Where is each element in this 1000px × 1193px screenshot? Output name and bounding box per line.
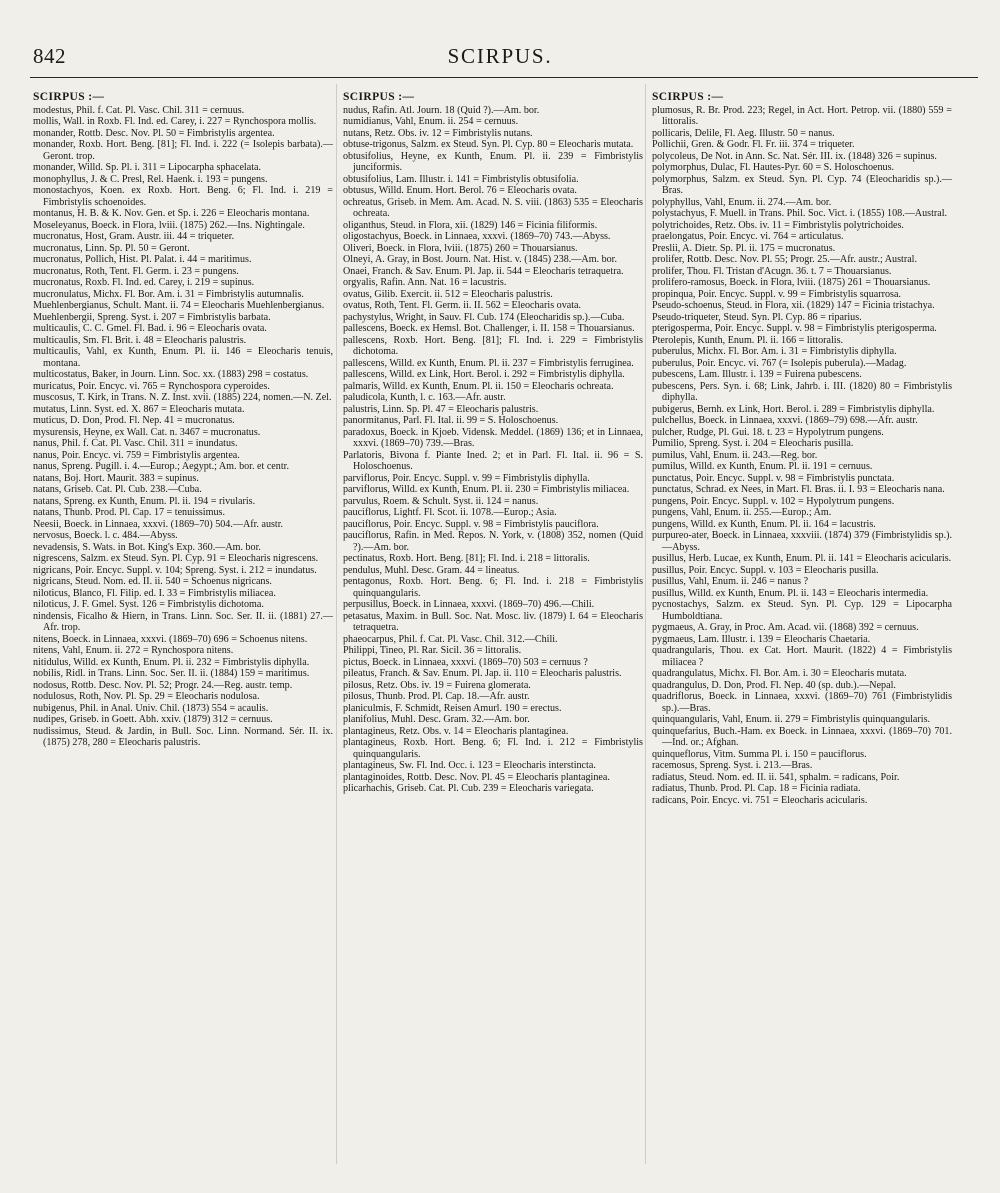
index-entry: natans, Thunb. Prod. Pl. Cap. 17 = tenuissimus. <box>33 507 225 518</box>
index-entry: mucronatus, Roxb. Fl. Ind. ed. Carey, i. 219 = supinus. <box>33 277 255 288</box>
index-entry: plantagineus, Sw. Fl. Ind. Occ. i. 123 = Eleocharis interstincta. <box>343 760 596 771</box>
index-entry: quadrangulus, D. Don, Prod. Fl. Nep. 40 (sp. dub.).—Nepal. <box>652 679 896 691</box>
index-entry: pusillus, Poir. Encyc. Suppl. v. 103 = Eleocharis pusilla. <box>652 564 879 576</box>
index-entry: pungens, Poir. Encyc. Suppl. v. 102 = Hypolytrum pungens. <box>652 495 895 507</box>
index-entry: prolifer, Thou. Fl. Tristan d'Acugn. 36. t. 7 = Thouarsianus. <box>652 265 892 277</box>
column-3 <box>652 92 952 806</box>
index-entry: mucronatus, Linn. Sp. Pl. 50 = Geront. <box>33 242 190 254</box>
index-entry: pulcher, Rudge, Pl. Gui. 18. t. 23 = Hypolytrum pungens. <box>652 426 884 438</box>
index-entry: ochreatus, Griseb. in Mem. Am. Acad. N. S. viii. (1863) 535 = Eleocharis ochreata. <box>343 196 643 219</box>
index-entry: mollis, Wall. in Roxb. Fl. Ind. ed. Carey, i. 227 = Rynchospora mollis. <box>33 116 317 127</box>
index-entry: oliganthus, Steud. in Flora, xii. (1829) 146 = Ficinia filiformis. <box>343 219 598 231</box>
index-entry: nodosus, Rottb. Desc. Nov. Pl. 52; Progr. 24.—Reg. austr. temp. <box>33 679 293 691</box>
index-entry: phaeocarpus, Phil. f. Cat. Pl. Vasc. Chil. 312.—Chili. <box>343 633 558 645</box>
index-entry: paradoxus, Boeck. in Kjoeb. Vidensk. Meddel. (1869) 136; et in Linnaea, xxxvi. (1869–70) 739.—Bras. <box>343 426 643 449</box>
header-rule <box>30 77 978 78</box>
index-entry: pubescens, Lam. Illustr. i. 139 = Fuirena pubescens. <box>652 369 862 380</box>
index-entry: multicaulis, C. C. Gmel. Fl. Bad. i. 96 = Eleocharis ovata. <box>33 323 267 334</box>
index-entry: nanus, Poir. Encyc. vi. 759 = Fimbristylis argentea. <box>33 449 240 461</box>
index-entry: mutatus, Linn. Syst. ed. X. 867 = Eleocharis mutata. <box>33 403 245 415</box>
index-entry: pusillus, Willd. ex Kunth, Enum. Pl. ii. 143 = Eleocharis intermedia. <box>652 587 929 599</box>
index-entry: planiculmis, F. Schmidt, Reisen Amurl. 190 = erectus. <box>343 702 562 714</box>
index-entry: pycnostachys, Salzm. ex Steud. Syn. Pl. Cyp. 129 = Lipocarpha Humboldtiana. <box>652 599 952 622</box>
index-entry: palustris, Linn. Sp. Pl. 47 = Eleocharis palustris. <box>343 403 539 415</box>
running-title: SCIRPUS. <box>447 44 553 68</box>
index-entry: parviflorus, Poir. Encyc. Suppl. v. 99 = Fimbristylis diphylla. <box>343 472 590 484</box>
index-entry: prolifer, Rottb. Desc. Nov. Pl. 55; Progr. 25.—Afr. austr.; Austral. <box>652 254 918 265</box>
index-entry: monander, Willd. Sp. Pl. i. 311 = Lipocarpha sphacelata. <box>33 162 262 173</box>
index-entry: montanus, H. B. & K. Nov. Gen. et Sp. i. 226 = Eleocharis montana. <box>33 208 310 219</box>
index-entry: plumosus, R. Br. Prod. 223; Regel, in Act. Hort. Petrop. vii. (1880) 559 = littoralis. <box>652 104 952 127</box>
index-entry: radiatus, Thunb. Prod. Pl. Cap. 18 = Ficinia radiata. <box>652 783 861 794</box>
index-entry: quinqueflorus, Vitm. Summa Pl. i. 150 = pauciflorus. <box>652 748 867 760</box>
page-number: 842 <box>33 44 66 68</box>
index-entry: pubigerus, Bernh. ex Link, Hort. Berol. i. 289 = Fimbristylis diphylla. <box>652 403 935 415</box>
index-entry: obtusifolius, Heyne, ex Kunth, Enum. Pl. ii. 239 = Fimbristylis junciformis. <box>343 150 643 173</box>
index-entry: quinquangularis, Vahl, Enum. ii. 279 = Fimbristylis quinquangularis. <box>652 714 931 725</box>
index-entry: multicostatus, Baker, in Journ. Linn. Soc. xx. (1883) 298 = costatus. <box>33 369 309 380</box>
column-1 <box>33 92 333 749</box>
index-entry: petasatus, Maxim. in Bull. Soc. Nat. Mosc. liv. (1879) I. 64 = Eleocharis tetraquetra. <box>343 610 643 633</box>
index-entry: pendulus, Muhl. Desc. Gram. 44 = lineatus. <box>343 564 520 576</box>
index-entry: polyphyllus, Vahl, Enum. ii. 274.—Am. bor. <box>652 196 832 208</box>
column-heading: SCIRPUS :— <box>652 91 724 103</box>
index-entry: nindensis, Ficalho & Hiern, in Trans. Linn. Soc. Ser. II. ii. (1881) 27.—Afr. trop. <box>33 610 333 633</box>
index-entry: polymorphus, Salzm. ex Steud. Syn. Pl. Cyp. 74 (Eleocharidis sp.).—Bras. <box>652 173 952 196</box>
index-entry: nudipes, Griseb. in Goett. Abh. xxiv. (1879) 312 = cernuus. <box>33 714 273 725</box>
index-entry: Olneyi, A. Gray, in Bost. Journ. Nat. Hist. v. (1845) 238.—Am. bor. <box>343 254 618 265</box>
index-entry: pentagonus, Roxb. Hort. Beng. 6; Fl. Ind. i. 218 = Fimbristylis quinquangularis. <box>343 576 643 599</box>
index-entry: niloticus, Blanco, Fl. Filip. ed. I. 33 = Fimbristylis miliacea. <box>33 587 276 599</box>
index-entry: pubescens, Pers. Syn. i. 68; Link, Jahrb. i. III. (1820) 80 = Fimbristylis diphylla. <box>652 380 952 403</box>
index-entry: pygmaeus, Lam. Illustr. i. 139 = Eleocharis Chaetaria. <box>652 633 871 645</box>
index-entry: Muehlenbergii, Spreng. Syst. i. 207 = Fimbristylis barbata. <box>33 311 271 323</box>
index-entry: nodulosus, Roth, Nov. Pl. Sp. 29 = Eleocharis nodulosa. <box>33 691 260 702</box>
column-divider <box>336 84 337 1164</box>
entry-list <box>343 105 643 795</box>
column-divider <box>645 84 646 1164</box>
index-entry: Moseleyanus, Boeck. in Flora, lviii. (1875) 262.—Ins. Nightingale. <box>33 219 305 231</box>
index-entry: monander, Rottb. Desc. Nov. Pl. 50 = Fimbristylis argentea. <box>33 127 275 139</box>
index-entry: plantagineus, Retz. Obs. v. 14 = Eleocharis plantaginea. <box>343 725 569 737</box>
index-entry: monander, Roxb. Hort. Beng. [81]; Fl. Ind. i. 222 (= Isolepis barbata).—Geront. trop. <box>33 139 333 162</box>
index-entry: polystachyus, F. Muell. in Trans. Phil. Soc. Vict. i. (1855) 108.—Austral. <box>652 208 948 219</box>
index-entry: nitens, Boeck. in Linnaea, xxxvi. (1869–70) 696 = Schoenus nitens. <box>33 633 308 645</box>
index-entry: quadrangularis, Thou. ex Cat. Hort. Maurit. (1822) 4 = Fimbristylis miliacea ? <box>652 645 952 668</box>
index-entry: muticus, D. Don, Prod. Fl. Nep. 41 = mucronatus. <box>33 415 235 426</box>
index-entry: obtuse-trigonus, Salzm. ex Steud. Syn. Pl. Cyp. 80 = Eleocharis mutata. <box>343 139 634 150</box>
index-entry: Onaei, Franch. & Sav. Enum. Pl. Jap. ii. 544 = Eleocharis tetraquetra. <box>343 265 624 277</box>
column-heading: SCIRPUS :— <box>343 91 415 103</box>
index-entry: mucronulatus, Michx. Fl. Bor. Am. i. 31 = Fimbristylis autumnalis. <box>33 288 304 300</box>
index-entry: pusillus, Herb. Lucae, ex Kunth, Enum. Pl. ii. 141 = Eleocharis acicularis. <box>652 553 952 564</box>
index-entry: nevadensis, S. Wats. in Bot. King's Exp. 360.—Am. bor. <box>33 541 261 553</box>
index-entry: pusillus, Vahl, Enum. ii. 246 = nanus ? <box>652 576 809 587</box>
index-entry: racemosus, Spreng. Syst. i. 213.—Bras. <box>652 760 813 771</box>
index-entry: Pollichii, Gren. & Godr. Fl. Fr. iii. 374 = triqueter. <box>652 139 855 150</box>
index-entry: Parlatoris, Bivona f. Piante Ined. 2; et in Parl. Fl. Ital. ii. 96 = S. Holoschoenus. <box>343 449 643 472</box>
index-entry: panormitanus, Parl. Fl. Ital. ii. 99 = S. Holoschoenus. <box>343 415 559 426</box>
index-entry: polytrichoides, Retz. Obs. iv. 11 = Fimbristylis polytrichoides. <box>652 219 904 231</box>
index-entry: plantaginoides, Rottb. Desc. Nov. Pl. 45 = Eleocharis plantaginea. <box>343 771 610 783</box>
index-entry: pilosus, Thunb. Prod. Pl. Cap. 18.—Afr. austr. <box>343 691 530 702</box>
index-entry: Pseudo-schoenus, Steud. in Flora, xii. (1829) 147 = Ficinia tristachya. <box>652 300 935 311</box>
index-entry: nobilis, Ridl. in Trans. Linn. Soc. Ser. II. ii. (1884) 159 = maritimus. <box>33 668 310 679</box>
page-header <box>0 40 1000 80</box>
index-entry: mucronatus, Pollich, Hist. Pl. Palat. i. 44 = maritimus. <box>33 254 252 265</box>
index-entry: nigrescens, Salzm. ex Steud. Syn. Pl. Cyp. 91 = Eleocharis nigrescens. <box>33 553 319 564</box>
index-entry: pumilus, Vahl, Enum. ii. 243.—Reg. bor. <box>652 449 818 461</box>
index-entry: orgyalis, Rafin. Ann. Nat. 16 = lacustris. <box>343 277 507 288</box>
index-entry: natans, Griseb. Cat. Pl. Cub. 238.—Cuba. <box>33 484 202 495</box>
index-entry: muricatus, Poir. Encyc. vi. 765 = Rynchospora cyperoides. <box>33 380 270 392</box>
index-entry: niloticus, J. F. Gmel. Syst. 126 = Fimbristylis dichotoma. <box>33 599 264 610</box>
index-entry: pilosus, Retz. Obs. iv. 19 = Fuirena glomerata. <box>343 679 531 691</box>
index-entry: pungens, Willd. ex Kunth, Enum. Pl. ii. 164 = lacustris. <box>652 518 876 530</box>
index-entry: pallescens, Roxb. Hort. Beng. [81]; Fl. Ind. i. 229 = Fimbristylis dichotoma. <box>343 334 643 357</box>
index-entry: obtusus, Willd. Enum. Hort. Berol. 76 = Eleocharis ovata. <box>343 185 577 196</box>
index-entry: nudissimus, Steud. & Jardin, in Bull. Soc. Linn. Normand. Sér. II. ix. (1875) 278, 280 = Eleocharis palustris. <box>33 725 333 748</box>
index-entry: quadriflorus, Boeck. in Linnaea, xxxvi. (1869–70) 761 (Fimbristylidis sp.).—Bras. <box>652 691 952 714</box>
entry-list <box>652 105 952 807</box>
index-entry: parvulus, Roem. & Schult. Syst. ii. 124 = nanus. <box>343 495 539 507</box>
index-entry: Pseudo-triqueter, Steud. Syn. Pl. Cyp. 86 = riparius. <box>652 311 862 323</box>
index-entry: ovatus, Roth, Tent. Fl. Germ. ii. II. 562 = Eleocharis ovata. <box>343 300 582 311</box>
entry-list <box>33 105 333 749</box>
index-entry: pungens, Vahl, Enum. ii. 255.—Europ.; Am. <box>652 507 832 518</box>
index-entry: nubigenus, Phil. in Anal. Univ. Chil. (1873) 554 = acaulis. <box>33 702 269 714</box>
index-entry: Pterolepis, Kunth, Enum. Pl. ii. 166 = littoralis. <box>652 334 844 346</box>
index-entry: purpureo-ater, Boeck. in Linnaea, xxxviii. (1874) 379 (Fimbristylidis sp.).—Abyss. <box>652 530 952 553</box>
index-entry: Muehlenbergianus, Schult. Mant. ii. 74 = Eleocharis Muehlenbergianus. <box>33 300 325 311</box>
index-entry: quinquefarius, Buch.-Ham. ex Boeck. in Linnaea, xxxvi. (1869–70) 701.—Ind. or.; Afghan. <box>652 725 952 748</box>
index-entry: pallescens, Willd. ex Link, Hort. Berol. i. 292 = Fimbristylis diphylla. <box>343 369 625 380</box>
index-entry: pygmaeus, A. Gray, in Proc. Am. Acad. vii. (1868) 392 = cernuus. <box>652 622 919 633</box>
index-entry: pachystylus, Wright, in Sauv. Fl. Cub. 174 (Eleocharidis sp.).—Cuba. <box>343 311 625 323</box>
index-entry: Oliveri, Boeck. in Flora, lviii. (1875) 260 = Thouarsianus. <box>343 242 578 254</box>
index-entry: pulchellus, Boeck. in Linnaea, xxxvi. (1869–79) 698.—Afr. austr. <box>652 415 918 426</box>
index-entry: Preslii, A. Dietr. Sp. Pl. ii. 175 = mucronatus. <box>652 242 836 254</box>
index-entry: palmaris, Willd. ex Kunth, Enum. Pl. ii. 150 = Eleocharis ochreata. <box>343 380 614 392</box>
index-entry: muscosus, T. Kirk, in Trans. N. Z. Inst. xvii. (1885) 224, nomen.—N. Zel. <box>33 392 332 403</box>
index-entry: mysurensis, Heyne, ex Wall. Cat. n. 3467 = mucronatus. <box>33 426 261 438</box>
index-entry: plantagineus, Roxb. Hort. Beng. 6; Fl. Ind. i. 212 = Fimbristylis quinquangularis. <box>343 737 643 760</box>
index-entry: nanus, Spreng. Pugill. i. 4.—Europ.; Aegypt.; Am. bor. et centr. <box>33 461 289 472</box>
index-entry: ovatus, Gilib. Exercit. ii. 512 = Eleocharis palustris. <box>343 288 553 300</box>
index-entry: radiatus, Steud. Nom. ed. II. ii. 541, sphalm. = radicans, Poir. <box>652 771 900 783</box>
index-entry: pectinatus, Roxb. Hort. Beng. [81]; Fl. Ind. i. 218 = littoralis. <box>343 553 590 564</box>
index-entry: punctatus, Poir. Encyc. Suppl. v. 98 = Fimbristylis punctata. <box>652 472 895 484</box>
index-entry: planifolius, Muhl. Desc. Gram. 32.—Am. bor. <box>343 714 530 725</box>
index-entry: pterigosperma, Poir. Encyc. Suppl. v. 98 = Fimbristylis pterigosperma. <box>652 323 937 334</box>
index-entry: pallescens, Boeck. ex Hemsl. Bot. Challenger, i. II. 158 = Thouarsianus. <box>343 323 635 334</box>
index-entry: nervosus, Boeck. l. c. 484.—Abyss. <box>33 530 178 541</box>
index-entry: parviflorus, Willd. ex Kunth, Enum. Pl. ii. 230 = Fimbristylis miliacea. <box>343 484 630 495</box>
index-entry: pauciflorus, Poir. Encyc. Suppl. v. 98 = Fimbristylis pauciflora. <box>343 518 599 530</box>
index-entry: oligostachyus, Boeck. in Linnaea, xxxvi. (1869–70) 743.—Abyss. <box>343 231 611 242</box>
index-entry: nitens, Vahl, Enum. ii. 272 = Rynchospora nitens. <box>33 645 234 656</box>
index-entry: propinqua, Poir. Encyc. Suppl. v. 99 = Fimbristylis squarrosa. <box>652 288 901 300</box>
index-entry: polycoleus, De Not. in Ann. Sc. Nat. Sér. III. ix. (1848) 326 = supinus. <box>652 150 937 162</box>
index-entry: puberulus, Poir. Encyc. vi. 767 (= Isolepis puberula).—Madag. <box>652 357 907 369</box>
index-entry: Neesii, Boeck. in Linnaea, xxxvi. (1869–70) 504.—Afr. austr. <box>33 518 284 530</box>
index-entry: multicaulis, Vahl, ex Kunth, Enum. Pl. ii. 146 = Eleocharis tenuis, montana. <box>33 346 333 369</box>
index-entry: polymorphus, Dulac, Fl. Hautes-Pyr. 60 = S. Holoschoenus. <box>652 162 895 173</box>
index-entry: nutans, Retz. Obs. iv. 12 = Fimbristylis nutans. <box>343 127 533 139</box>
index-entry: multicaulis, Sm. Fl. Brit. i. 48 = Eleocharis palustris. <box>33 334 247 346</box>
index-entry: monophyllus, J. & C. Presl, Rel. Haenk. i. 193 = pungens. <box>33 173 268 185</box>
index-entry: mucronatus, Host, Gram. Austr. iii. 44 = triqueter. <box>33 231 235 242</box>
index-entry: mucronatus, Roth, Tent. Fl. Germ. i. 23 = pungens. <box>33 265 239 277</box>
index-entry: radicans, Poir. Encyc. vi. 751 = Eleocharis acicularis. <box>652 794 868 806</box>
index-entry: natans, Boj. Hort. Maurit. 383 = supinus. <box>33 472 199 484</box>
index-entry: pumilus, Willd. ex Kunth, Enum. Pl. ii. 191 = cernuus. <box>652 461 873 472</box>
index-entry: praelongatus, Poir. Encyc. vi. 764 = articulatus. <box>652 231 844 242</box>
index-entry: numidianus, Vahl, Enum. ii. 254 = cernuus. <box>343 116 519 127</box>
index-entry: modestus, Phil. f. Cat. Pl. Vasc. Chil. 311 = cernuus. <box>33 104 245 116</box>
index-entry: plicarhachis, Griseb. Cat. Pl. Cub. 239 = Eleocharis variegata. <box>343 783 594 794</box>
column-heading: SCIRPUS :— <box>33 91 105 103</box>
index-entry: monostachyos, Koen. ex Roxb. Hort. Beng. 6; Fl. Ind. i. 219 = Fimbristylis schoenoides. <box>33 185 333 208</box>
index-entry: natans, Spreng. ex Kunth, Enum. Pl. ii. 194 = rivularis. <box>33 495 256 507</box>
index-entry: pallescens, Willd. ex Kunth, Enum. Pl. ii. 237 = Fimbristylis ferruginea. <box>343 357 634 369</box>
index-entry: prolifero-ramosus, Boeck. in Flora, lviii. (1875) 261 = Thouarsianus. <box>652 277 931 288</box>
index-entry: quadrangulatus, Michx. Fl. Bor. Am. i. 30 = Eleocharis mutata. <box>652 668 907 679</box>
index-entry: nigricans, Steud. Nom. ed. II. ii. 540 = Schoenus nigricans. <box>33 576 272 587</box>
index-entry: pictus, Boeck. in Linnaea, xxxvi. (1869–70) 503 = cernuus ? <box>343 656 588 668</box>
index-entry: nigricans, Poir. Encyc. Suppl. v. 104; Spreng. Syst. i. 212 = inundatus. <box>33 564 317 576</box>
index-entry: paludicola, Kunth, l. c. 163.—Afr. austr. <box>343 392 506 403</box>
index-entry: obtusifolius, Lam. Illustr. i. 141 = Fimbristylis obtusifolia. <box>343 173 579 185</box>
index-entry: nanus, Phil. f. Cat. Pl. Vasc. Chil. 311 = inundatus. <box>33 438 238 449</box>
column-2 <box>343 92 643 795</box>
index-entry: Philippi, Tineo, Pl. Rar. Sicil. 36 = littoralis. <box>343 645 522 656</box>
index-entry: Pumilio, Spreng. Syst. i. 204 = Eleocharis pusilla. <box>652 438 854 449</box>
index-entry: perpusillus, Boeck. in Linnaea, xxxvi. (1869–70) 496.—Chili. <box>343 599 595 610</box>
index-entry: pollicaris, Delile, Fl. Aeg. Illustr. 50 = nanus. <box>652 127 835 139</box>
index-entry: pauciflorus, Rafin. in Med. Repos. N. York, v. (1808) 352, nomen (Quid ?).—Am. bor. <box>343 530 643 553</box>
index-entry: nitidulus, Willd. ex Kunth, Enum. Pl. ii. 232 = Fimbristylis diphylla. <box>33 656 310 668</box>
index-entry: puberulus, Michx. Fl. Bor. Am. i. 31 = Fimbristylis diphylla. <box>652 346 897 357</box>
index-entry: punctatus, Schrad. ex Nees, in Mart. Fl. Bras. ii. I. 93 = Eleocharis nana. <box>652 484 945 495</box>
index-entry: pileatus, Franch. & Sav. Enum. Pl. Jap. ii. 110 = Eleocharis palustris. <box>343 668 622 679</box>
index-entry: nudus, Rafin. Atl. Journ. 18 (Quid ?).—Am. bor. <box>343 104 540 116</box>
index-entry: pauciflorus, Lightf. Fl. Scot. ii. 1078.—Europ.; Asia. <box>343 507 557 518</box>
